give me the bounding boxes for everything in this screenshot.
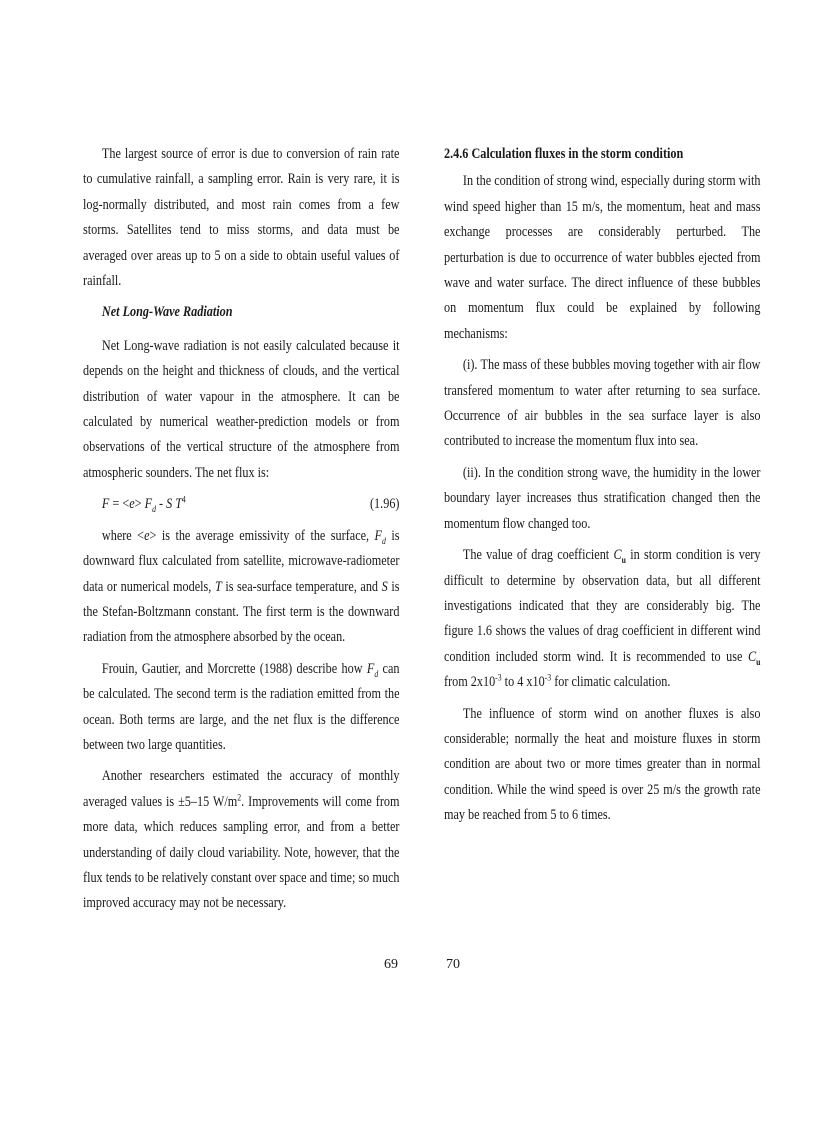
page-number-left: 69 <box>384 957 398 972</box>
left-page-column <box>83 142 399 923</box>
paragraph-net-longwave: Net Long-wave radiation is not easily calculated because it depends on the height and thickness of clouds, and the vertical distribution of water vapour in the atmosphere. It can be calculated by numerical weather-prediction models or from observations of the vertical structure of the atmosphere from atmospheric sounders. The net flux is: <box>83 337 400 481</box>
paragraph-accuracy: Another researchers estimated the accuracy of monthly averaged values is ±5–15 $W/m^2$. Improvements will come from more data, which reduces sampling error, and from a better understanding of daily cloud variability. Note, however, that the flux tends to be relatively constant over space and time; so much improved accuracy may not be necessary. <box>83 768 400 912</box>
paragraph-strong-wind: In the condition of strong wind, especially during storm with wind speed higher than 15 m/s, the momentum, heat and mass exchange processes are considerably perturbed. The perturbation is due to occurrence of water bubbles ejected from wave and water surface. The direct influence of these bubbles on momentum flux could be explained by following mechanisms: <box>444 173 761 342</box>
page-number-right: 70 <box>446 957 460 972</box>
paragraph-mechanism-ii: (ii). In the condition strong wave, the humidity in the lower boundary layer increases thus stratification changed then the momentum flow changed too. <box>444 464 761 532</box>
equation-body: $F = <e> F_d - S$ $T^4$ <box>101 494 186 515</box>
right-page-column <box>444 142 760 835</box>
paragraph-mechanism-i: (i). The mass of these bubbles moving together with air flow transfered momentum to water after returning to sea surface. Occurrence of air bubbles in the sea surface layer is also contributed to increase the momentum flux into sea. <box>444 357 761 450</box>
paragraph-drag-coefficient: The value of drag coefficient $C_u$ in storm condition is very difficult to determine by observation data, but all different investigations indicated that they are considerably big. The figure 1.6 shows the values of drag coefficient in different wind condition included storm wind. It is recommended to use $C_u$ from $2x10^{-3}$ to 4 $x10^{-3}$ for climatic calculation. <box>444 547 761 691</box>
paragraph-emissivity: where <e> is the average emissivity of the surface, $F_d$ is downward flux calculated from satellite, microwave-radiometer data or numerical models, T is sea-surface temperature, and S is the Stefan-Boltzmann constant. The first term is the downward radiation from the atmosphere absorbed by the ocean. <box>83 527 400 646</box>
paragraph-storm-influence: The influence of storm wind on another fluxes is also considerable; normally the heat and moisture fluxes in storm condition are about two or more times greater than in normal condition. While the wind speed is over 25 m/s the growth rate may be reached from 5 to 6 times. <box>444 705 761 824</box>
paragraph-rain-error: The largest source of error is due to conversion of rain rate to cumulative rainfall, a sampling error. Rain is very rare, it is log-normally distributed, and most rain comes from a few storms. Satellites tend to miss storms, and data must be averaged over areas up to 5 on a side to obtain useful values of rainfall. <box>83 146 400 290</box>
equation-1-96 <box>83 492 399 517</box>
equation-number: (1.96) <box>369 496 400 513</box>
section-heading-2-4-6: 2.4.6 Calculation fluxes in the storm condition <box>444 146 684 162</box>
subheading-net-longwave: Net Long-Wave Radiation <box>101 304 233 321</box>
paragraph-frouin: Frouin, Gautier, and Morcrette (1988) describe how $F_d$ can be calculated. The second term is the radiation emitted from the ocean. Both terms are large, and the net flux is the difference between two large quantities. <box>83 660 400 753</box>
